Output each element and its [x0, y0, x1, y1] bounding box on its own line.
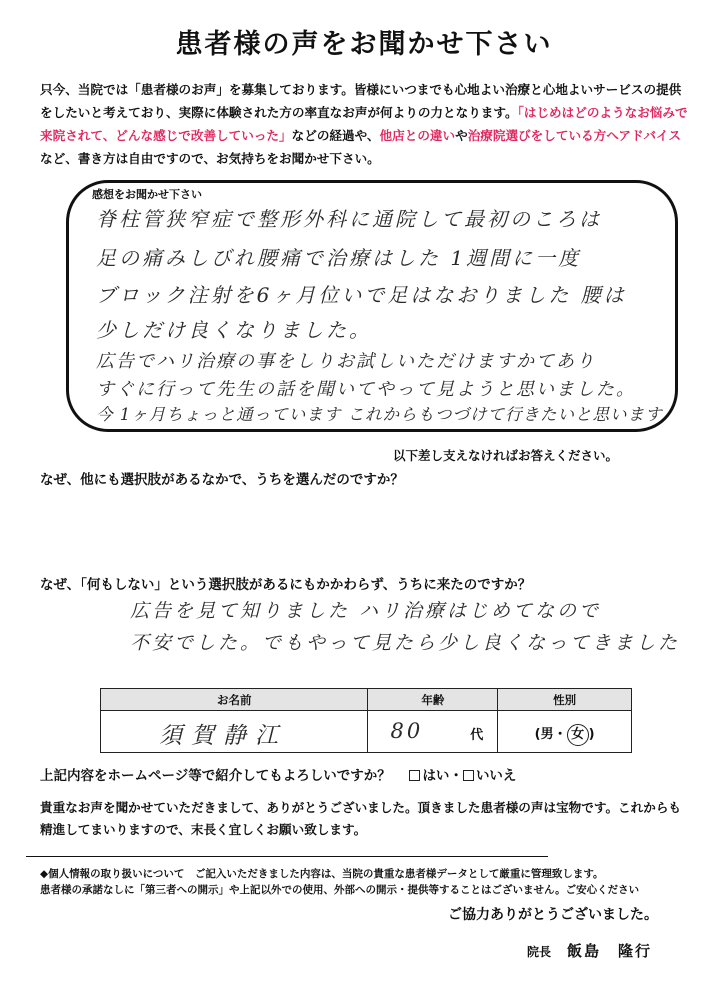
intro-part-1: 只今、当院では「患者様のお声」を募集しております。皆様にいつまでも心地よい治療と心地よいサービスの提供をしたいと考えており、実際に体験された方の率直なお声が何よりの力となります。 [40, 82, 682, 120]
impression-line: 脊柱管狭窄症で整形外科に通院して最初のころは [96, 207, 602, 231]
intro-part-4: など、書き方は自由ですので、お気持ちをお聞かせ下さい。 [40, 151, 380, 166]
consent-yes-label: はい・ [422, 768, 463, 784]
consent-no-option[interactable] [463, 768, 517, 784]
question-2: なぜ、「何もしない」という選択肢があるにもかかわらず、うちに来たのですか？ [40, 577, 532, 593]
sex-separator: ・ [553, 727, 567, 742]
age-unit: 代 [470, 728, 484, 743]
signature [527, 940, 652, 961]
name-header: お名前 [101, 689, 368, 711]
closing-text: ご協力ありがとうございました。 [448, 907, 658, 923]
consent-row [40, 764, 516, 784]
intro-part-2: などの経過や、 [291, 128, 380, 143]
consent-yes-option[interactable] [409, 768, 463, 784]
intro-red-2: 他店との違い [379, 128, 456, 143]
checkbox-yes-icon[interactable] [409, 770, 420, 781]
impression-line: 今 1ヶ月ちょっと通っています これからもつづけて行きたいと思います [96, 405, 663, 424]
intro-red-1: 「はじめはどのようなお悩みで来院されて、どんな感じで改善していった」 [40, 105, 688, 143]
signature-given-name: 隆行 [617, 942, 652, 960]
checkbox-no-icon[interactable] [463, 770, 474, 781]
privacy-line-1: ◆個人情報の取り扱いについて ご記入いただきました内容は、当院の貴重な患者様データとして厳重に管理致します。 [40, 868, 604, 880]
patient-info-table [100, 688, 632, 753]
age-value: 80 [390, 719, 424, 743]
answer-2-line: 不安でした。でもやって見たら少し良くなってきました [130, 632, 681, 654]
name-cell [101, 711, 368, 753]
sex-options: (男・ 女 ) [498, 723, 631, 746]
thanks-text: 貴重なお声を聞かせていただきまして、ありがとうございました。頂きました患者様の声は宝物です。これからも精進してまいりますので、末長く宜しくお願い致します。 [40, 800, 682, 837]
sex-female-circled: 女 [567, 724, 589, 746]
intro-part-3: や [455, 128, 468, 143]
age-header: 年齢 [368, 689, 498, 711]
signature-role: 院長 [526, 945, 551, 959]
age-cell [368, 711, 498, 753]
optional-note: 以下差し支えなければお答えください。 [392, 448, 618, 463]
consent-no-label: いいえ [475, 768, 517, 784]
sex-header: 性別 [498, 689, 632, 711]
answer-2-line: 広告を見て知りました ハリ治療はじめてなので [130, 600, 602, 622]
question-1: なぜ、他にも選択肢があるなかで、うちを選んだのですか？ [40, 472, 404, 488]
privacy-line-2: 患者様の承諾なしに「第三者への開示」や上記以外での使用、外部への開示・提供等することはございません。ご安心ください [40, 884, 640, 896]
impression-line: ブロック注射を6ヶ月位いで足はなおりました 腰は [96, 283, 627, 307]
consent-question: 上記内容をホームページ等で紹介してもよろしいですか？ [40, 768, 391, 784]
sex-cell [498, 711, 632, 753]
impression-line: 足の痛みしびれ腰痛で治療はした 1週間に一度 [96, 246, 582, 270]
intro-text [40, 78, 690, 170]
sex-male: 男 [540, 727, 554, 742]
impression-line: 広告でハリ治療の事をしりお試しいただけますかてあり [96, 351, 596, 372]
impression-line: すぐに行って先生の話を聞いてやって見ようと思いました。 [96, 379, 636, 400]
divider [26, 856, 548, 857]
page-title: 患者様の声をお聞かせ下さい [175, 29, 553, 60]
patient-name: 須賀静江 [159, 723, 287, 749]
privacy-notice [40, 866, 639, 898]
impressions-label: 感想をお聞かせ下さい [92, 188, 202, 201]
intro-red-3: 治療院選びをしている方へアドバイス [467, 128, 682, 143]
impression-line: 少しだけ良くなりました。 [96, 318, 372, 342]
signature-surname: 飯島 [566, 942, 601, 960]
